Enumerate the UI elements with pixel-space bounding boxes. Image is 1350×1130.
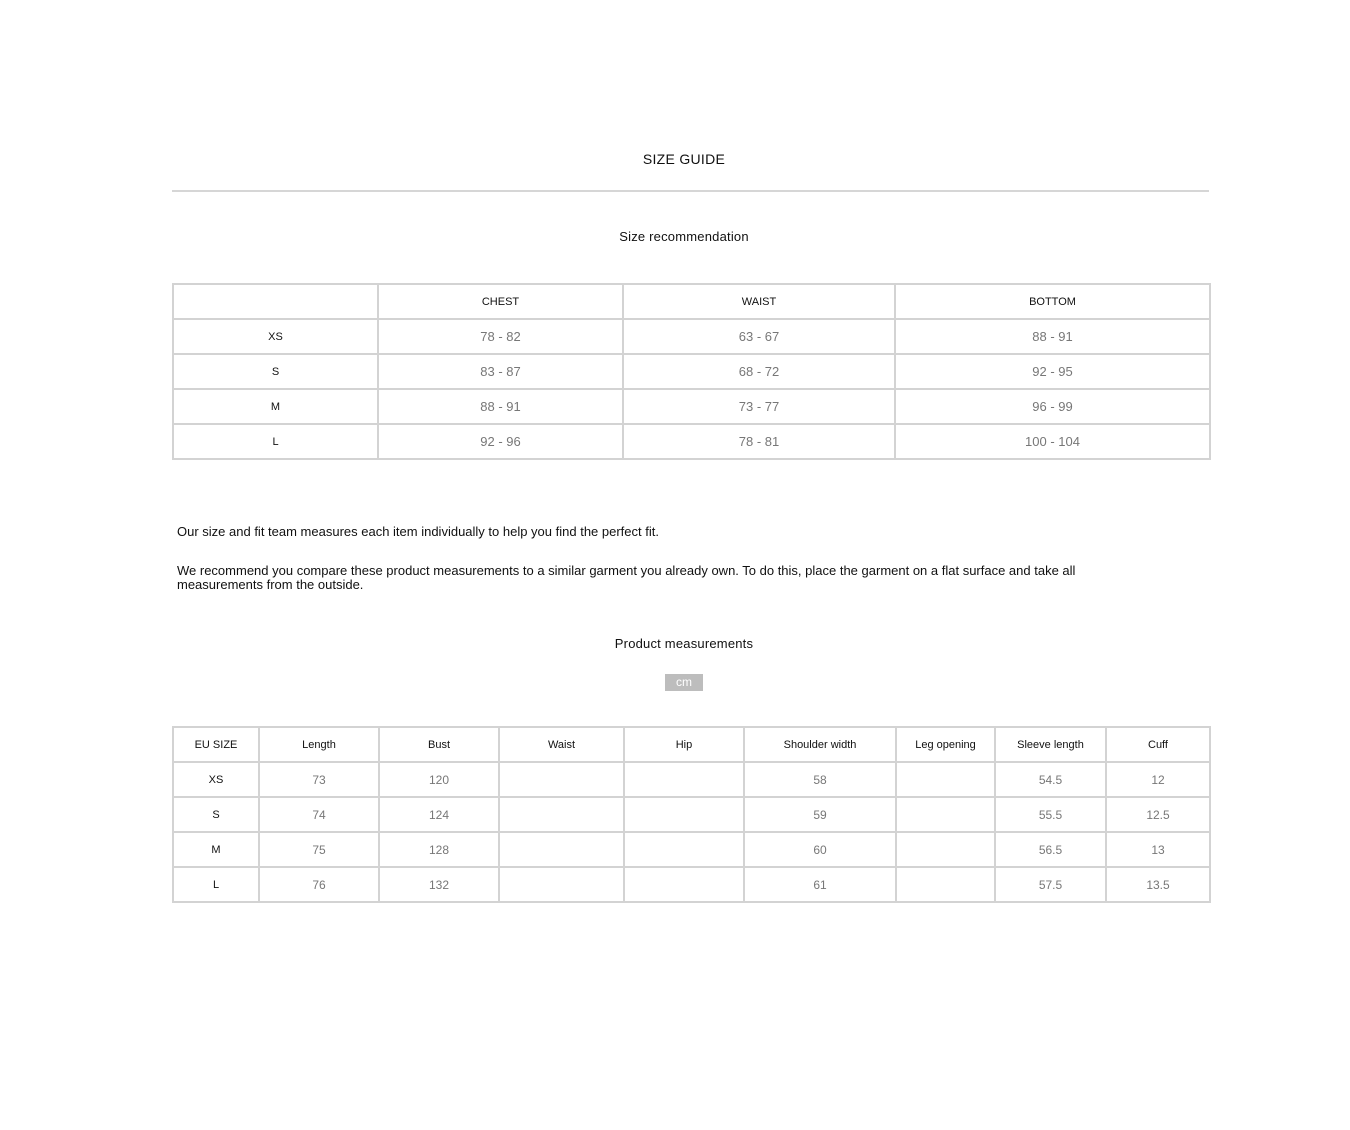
table-row — [173, 354, 1210, 389]
chest-value: 78 - 82 — [378, 319, 623, 354]
column-header-hip: Hip — [624, 727, 744, 762]
hip-value — [624, 867, 744, 902]
column-header-leg-opening: Leg opening — [896, 727, 995, 762]
waist-value: 63 - 67 — [623, 319, 895, 354]
waist-value: 68 - 72 — [623, 354, 895, 389]
column-header-bottom: BOTTOM — [895, 284, 1210, 319]
column-header-bust: Bust — [379, 727, 499, 762]
shoulder-width-value: 58 — [744, 762, 896, 797]
bust-value: 132 — [379, 867, 499, 902]
size-label: XS — [173, 319, 378, 354]
chest-value: 88 - 91 — [378, 389, 623, 424]
table-header-row — [173, 284, 1210, 319]
size-recommendation-table — [172, 283, 1211, 460]
size-label: L — [173, 867, 259, 902]
column-header-eu-size: EU SIZE — [173, 727, 259, 762]
leg-opening-value — [896, 762, 995, 797]
title-divider — [172, 190, 1209, 192]
sleeve-length-value: 57.5 — [995, 867, 1106, 902]
table-header-row — [173, 727, 1210, 762]
table-row — [173, 797, 1210, 832]
waist-value — [499, 762, 624, 797]
column-header-size — [173, 284, 378, 319]
waist-value: 78 - 81 — [623, 424, 895, 459]
column-header-waist: Waist — [499, 727, 624, 762]
page-title: SIZE GUIDE — [642, 151, 726, 167]
chest-value: 83 - 87 — [378, 354, 623, 389]
length-value: 75 — [259, 832, 379, 867]
measurement-instructions: We recommend you compare these product measurements to a similar garment you already own. To do this, place the garment on a flat surface and take all measurements from the outside. — [177, 563, 1076, 592]
size-label: XS — [173, 762, 259, 797]
size-recommendation-title: Size recommendation — [619, 229, 749, 244]
waist-value: 73 - 77 — [623, 389, 895, 424]
bust-value: 120 — [379, 762, 499, 797]
sleeve-length-value: 54.5 — [995, 762, 1106, 797]
table-row — [173, 867, 1210, 902]
table-row — [173, 319, 1210, 354]
product-measurements-table — [172, 726, 1211, 903]
table-row — [173, 762, 1210, 797]
column-header-length: Length — [259, 727, 379, 762]
waist-value — [499, 797, 624, 832]
unit-toggle-button[interactable]: cm — [665, 674, 703, 691]
column-header-waist: WAIST — [623, 284, 895, 319]
cuff-value: 12.5 — [1106, 797, 1210, 832]
cuff-value: 13 — [1106, 832, 1210, 867]
table-row — [173, 424, 1210, 459]
waist-value — [499, 832, 624, 867]
shoulder-width-value: 59 — [744, 797, 896, 832]
leg-opening-value — [896, 832, 995, 867]
bottom-value: 100 - 104 — [895, 424, 1210, 459]
hip-value — [624, 762, 744, 797]
hip-value — [624, 832, 744, 867]
size-label: S — [173, 797, 259, 832]
length-value: 73 — [259, 762, 379, 797]
size-label: M — [173, 389, 378, 424]
bust-value: 128 — [379, 832, 499, 867]
product-measurements-title: Product measurements — [614, 636, 754, 651]
table-row — [173, 389, 1210, 424]
size-label: S — [173, 354, 378, 389]
bust-value: 124 — [379, 797, 499, 832]
leg-opening-value — [896, 867, 995, 902]
bottom-value: 92 - 95 — [895, 354, 1210, 389]
column-header-cuff: Cuff — [1106, 727, 1210, 762]
bottom-value: 96 - 99 — [895, 389, 1210, 424]
column-header-sleeve-length: Sleeve length — [995, 727, 1106, 762]
cuff-value: 12 — [1106, 762, 1210, 797]
cuff-value: 13.5 — [1106, 867, 1210, 902]
fit-team-note: Our size and fit team measures each item individually to help you find the perfect fit. — [177, 524, 659, 539]
column-header-chest: CHEST — [378, 284, 623, 319]
chest-value: 92 - 96 — [378, 424, 623, 459]
sleeve-length-value: 56.5 — [995, 832, 1106, 867]
waist-value — [499, 867, 624, 902]
leg-opening-value — [896, 797, 995, 832]
size-label: M — [173, 832, 259, 867]
hip-value — [624, 797, 744, 832]
table-row — [173, 832, 1210, 867]
sleeve-length-value: 55.5 — [995, 797, 1106, 832]
shoulder-width-value: 61 — [744, 867, 896, 902]
column-header-shoulder-width: Shoulder width — [744, 727, 896, 762]
bottom-value: 88 - 91 — [895, 319, 1210, 354]
length-value: 74 — [259, 797, 379, 832]
size-label: L — [173, 424, 378, 459]
shoulder-width-value: 60 — [744, 832, 896, 867]
length-value: 76 — [259, 867, 379, 902]
